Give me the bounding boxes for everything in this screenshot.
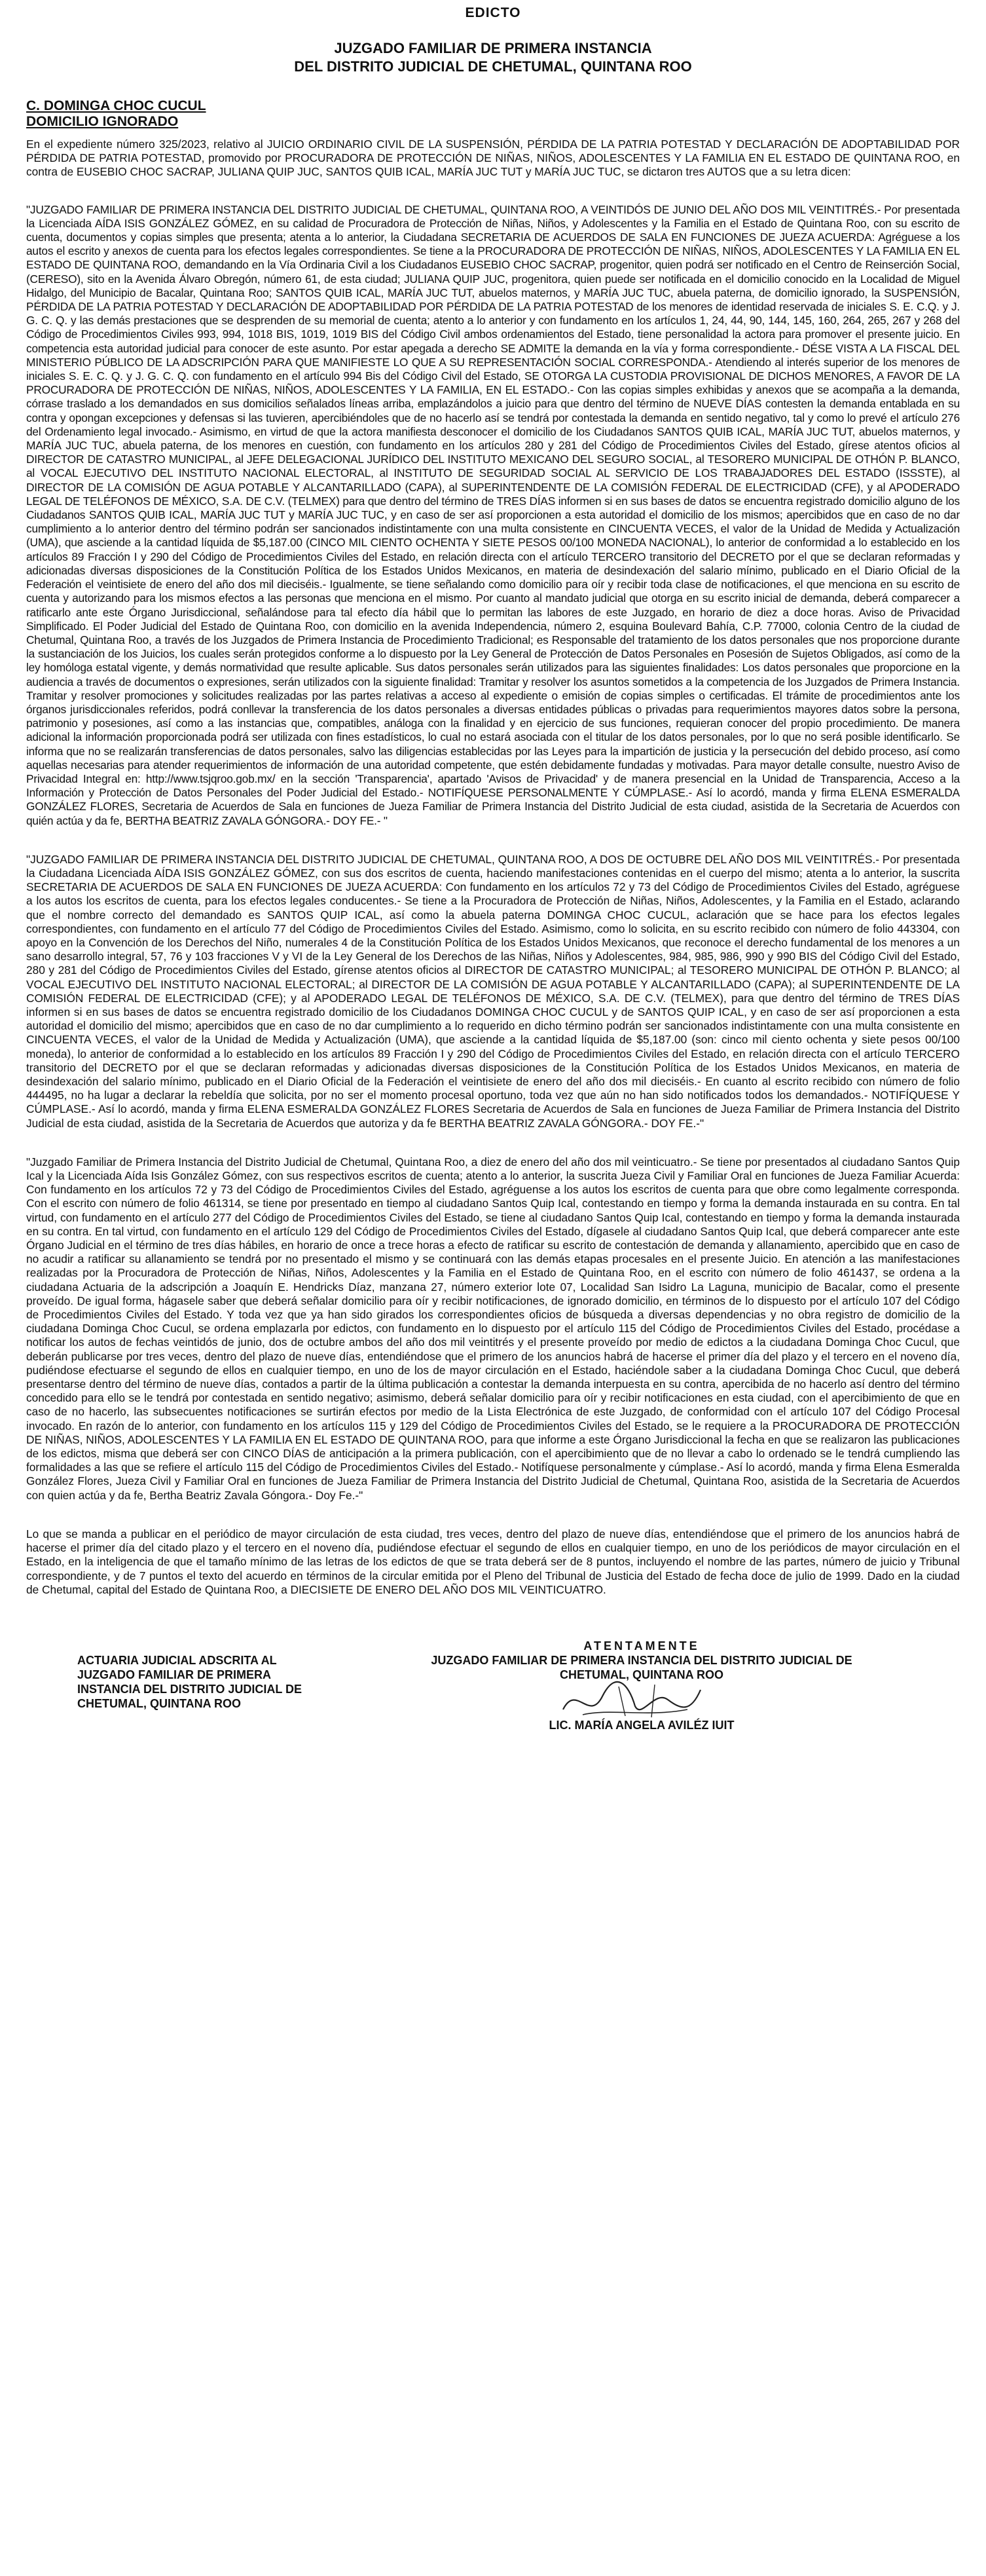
addressee-address: DOMICILIO IGNORADO xyxy=(26,114,179,129)
court-heading-line1: JUZGADO FAMILIAR DE PRIMERA INSTANCIA xyxy=(334,40,652,56)
court-heading xyxy=(26,39,960,76)
order-october-2023: "JUZGADO FAMILIAR DE PRIMERA INSTANCIA DEL DISTRITO JUDICIAL DE CHETUMAL, QUINTANA ROO, A DOS DE OCTUBRE DEL AÑO DOS MIL VEINTITRÉS.- Por presentada la Ciudadana Licenciada AÍDA ISIS GONZÁLEZ GÓMEZ, con sus dos escritos de cuenta, haciendo manifestaciones contenidas en el cuerpo del mismo; atenta a lo anterior, la suscrita SECRETARIA DE ACUERDOS DE SALA EN FUNCIONES DE JUEZA ACUERDA: Con fundamento en los artículos 72 y 73 del Código de Procedimientos Civiles del Estado, agréguese a los autos los escritos de cuenta, para los efectos legales conducentes.- Se tiene a la Procuradora de Protección de Niñas, Niños, Adolescentes, y la Familia en el Estado, aclarando que el nombre correcto del demandado es SANTOS QUIP ICAL, así como la abuela paterna DOMINGA CHOC CUCUL, aclaración que se hace para los efectos legales correspondientes, con fundamento en el artículo 77 del Código de Procedimientos Civiles del Estado. Asimismo, como lo solicita, en su escrito recibido con número de folio 443304, con apoyo en la Convención de los Derechos del Niño, numerales 4 de la Constitución Política de los Estados Unidos Mexicanos, que reconoce el derecho fundamental de los menores a un sano desarrollo integral, 57, 76 y 103 fracciones V y VI de la Ley General de los Derechos de las Niñas, Niños y Adolescentes, 984, 985, 986, 990 y 990 BIS del Código Civil del Estado, 280 y 281 del Código de Procedimientos Civiles del Estado, gírense atentos oficios al DIRECTOR DE CATASTRO MUNICIPAL; al TESORERO MUNICIPAL DE OTHÓN P. BLANCO; al VOCAL EJECUTIVO DEL INSTITUTO NACIONAL ELECTORAL; al DIRECTOR DE LA COMISIÓN DE AGUA POTABLE Y ALCANTARILLADO (CAPA); al SUPERINTENDENTE DE LA COMISIÓN FEDERAL DE ELECTRICIDAD (CFE); y al APODERADO LEGAL DE TELÉFONOS DE MÉXICO, S.A. DE C.V. (TELMEX), para que dentro del término de TRES DÍAS informen si en sus bases de datos se encuentra registrado domicilio de los Ciudadanos DOMINGA CHOC CUCUL y de SANTOS QUIP ICAL, y en caso de ser así proporcionen a esta autoridad el domicilio del mismo; apercibidos que en caso de no dar cumplimiento a lo requerido en dicho término podrán ser sancionados indistintamente con una multa consistente en CINCUENTA VECES, el valor de la Unidad de Medida y Actualización (UMA), que asciende a la cantidad líquida de $5,187.00 (son: cinco mil ciento ochenta y siete pesos 00/100 moneda), lo anterior de conformidad a lo establecido en los artículos 89 Fracción I y 290 del Código de Procedimientos Civiles del Estado, en relación directa con el artículo TERCERO transitorio del DECRETO por el que se declaran reformadas y adicionadas diversas disposiciones de la Constitución Política de los Estados Unidos Mexicanos, en materia de desindexación del salario mínimo, publicado en el Diario Oficial de la Federación el veintisiete de enero del año dos mil dieciséis.- En cuanto al escrito recibido con número de folio 444495, no ha lugar a declarar la rebeldía que solicita, por no ser el momento procesal oportuno, toda vez que aún no han sido notificados todos los demandados.- NOTIFÍQUESE Y CÚMPLASE.- Así lo acordó, manda y firma ELENA ESMERALDA GONZÁLEZ FLORES Secretaria de Acuerdos de Sala en funciones de Jueza Familiar de Primera Instancia del Distrito Judicial de esta ciudad, asistida de la Secretaria de Acuerdos que autoriza y da fe BERTHA BEATRIZ ZAVALA GÓNGORA.- DOY FE.-" xyxy=(26,852,960,1130)
signature-court-line2: CHETUMAL, QUINTANA ROO xyxy=(560,1668,723,1681)
edict-title: EDICTO xyxy=(465,5,521,20)
addressee-block xyxy=(26,98,960,130)
court-heading-line2: DEL DISTRITO JUDICIAL DE CHETUMAL, QUINTANA ROO xyxy=(294,58,692,75)
order-june-2023: "JUZGADO FAMILIAR DE PRIMERA INSTANCIA DEL DISTRITO JUDICIAL DE CHETUMAL, QUINTANA ROO, A VEINTIDÓS DE JUNIO DEL AÑO DOS MIL VEINTITRÉS.- Por presentada la Licenciada AÍDA ISIS GONZÁLEZ GÓMEZ, en su calidad de Procuradora de Protección de Niñas, Niños, y Adolescentes y la Familia en el Estado de Quintana Roo, con su escrito de cuenta, documentos y copias simples que presenta; atenta a lo anterior, la Ciudadana SECRETARIA DE ACUERDOS DE SALA EN FUNCIONES DE JUEZA ACUERDA: Agréguese a los autos el escrito y anexos de cuenta para los efectos legales correspondientes. Se tiene a la PROCURADORA DE PROTECCIÓN DE NIÑAS, NIÑOS, ADOLESCENTES Y LA FAMILIA EN EL ESTADO DE QUINTANA ROO, demandando en la Vía Ordinaria Civil a los Ciudadanos EUSEBIO CHOC SACRAP, progenitor, quien podrá ser notificado en el Centro de Reinserción Social, (CERESO), sito en la Avenida Álvaro Obregón, número 61, de esta ciudad; JULIANA QUIP JUC, progenitora, quien puede ser notificada en el domicilio conocido en la Localidad de Miguel Hidalgo, del Municipio de Bacalar, Quintana Roo; SANTOS QUIB ICAL, MARÍA JUC TUT, abuelos maternos, y MARÍA JUC TUC, abuela paterna, de domicilio ignorado, la SUSPENSIÓN, PÉRDIDA DE LA PATRIA POTESTAD Y DECLARACIÓN DE ADOPTABILIDAD POR PÉRDIDA DE LA PATRIA POTESTAD de los menores de identidad reservada de iniciales S. E. C.Q. y J. G. C. Q. y las demás prestaciones que se desprenden de su memorial de cuenta; atento a lo anterior y con fundamento en los artículos 1, 24, 44, 90, 144, 145, 160, 264, 265, 267 y 268 del Código de Procedimientos Civiles 993, 994, 1018 BIS, 1019, 1019 BIS del Código Civil ambos ordenamientos del Estado, tiene personalidad la actora para promover el presente juicio. En competencia esta autoridad judicial para conocer de este asunto. Por estar apegada a derecho SE ADMITE la demanda en la vía y forma correspondiente.- DÉSE VISTA A LA FISCAL DEL MINISTERIO PÚBLICO DE LA ADSCRIPCIÓN PARA QUE MANIFIESTE LO QUE A SU REPRESENTACIÓN SOCIAL CORRESPONDA.- Atendiendo al interés superior de los menores de iniciales S. E. C. Q. y J. G. C. Q. con fundamento en el artículo 994 Bis del Código Civil del Estado, SE OTORGA LA CUSTODIA PROVISIONAL DE DICHOS MENORES, A FAVOR DE LA PROCURADORA DE PROTECCIÓN DE NIÑAS, NIÑOS, ADOLESCENTES Y LA FAMILIA, EN EL ESTADO.- Con las copias simples exhibidas y anexos que se acompaña a la demanda, córrase traslado a los demandados en sus domicilios señalados líneas arriba, emplazándolos a juicio para que dentro del término de NUEVE DÍAS contesten la demanda entablada en su contra y opongan excepciones y defensas si las tuvieren, apercibiéndoles que de no hacerlo así se tendrá por contestada la demanda en sentido negativo, tal y como lo prevé el artículo 276 del Ordenamiento legal invocado.- Asimismo, en virtud de que la actora manifiesta desconocer el domicilio de los Ciudadanos SANTOS QUIB ICAL, MARÍA JUC TUT, abuelos maternos, y MARÍA JUC TUC, abuela paterna, de los menores en cuestión, con fundamento en los artículos 280 y 281 del Código de Procedimientos Civiles del Estado, gírese atentos oficios al DIRECTOR DE CATASTRO MUNICIPAL, al JEFE DELEGACIONAL JURÍDICO DEL INSTITUTO MEXICANO DEL SEGURO SOCIAL, al TESORERO MUNICIPAL DE OTHÓN P. BLANCO, al VOCAL EJECUTIVO DEL INSTITUTO NACIONAL ELECTORAL, al INSTITUTO DE SEGURIDAD SOCIAL AL SERVICIO DE LOS TRABAJADORES DEL ESTADO (ISSSTE), al DIRECTOR DE LA COMISIÓN DE AGUA POTABLE Y ALCANTARILLADO (CAPA), al SUPERINTENDENTE DE LA COMISIÓN FEDERAL DE ELECTRICIDAD (CFE), y al APODERADO LEGAL DE TELÉFONOS DE MÉXICO, S.A. DE C.V. (TELMEX) para que dentro del término de TRES DÍAS informen si en sus bases de datos se encuentra registrado domicilio alguno de los Ciudadanos SANTOS QUIB ICAL, MARÍA JUC TUT y MARÍA JUC TUC, y en caso de ser así proporcionen a esta autoridad el domicilio de los mismos; apercibidos que en caso de no dar cumplimiento a lo anterior dentro del término podrán ser sancionados indistintamente con una multa consistente en CINCUENTA VECES, el valor de la Unidad de Medida y Actualización (UMA), que asciende a la cantidad líquida de $5,187.00 (CINCO MIL CIENTO OCHENTA Y SIETE PESOS 00/100 MONEDA NACIONAL), lo anterior de conformidad a lo establecido en los artículos 89 Fracción I y 290 del Código de Procedimientos Civiles del Estado, en relación directa con el artículo TERCERO transitorio del DECRETO por el que se declaran reformadas y adicionadas diversas disposiciones de la Constitución Política de los Estados Unidos Mexicanos, en materia de desindexación del salario mínimo, publicado en el Diario Oficial de la Federación el veintisiete de enero del año dos mil dieciséis.- Igualmente, se tiene señalando como domicilio para oír y recibir toda clase de notificaciones, el que menciona en su escrito de cuenta y autorizando para los mismos efectos a las personas que menciona en el mismo. Por cuanto al mandato judicial que otorga en su escrito inicial de demanda, deberá comparecer a ratificarlo ante este Órgano Jurisdiccional, señalándose para tal efecto día hábil que lo permitan las labores de este Juzgado, en horario de diez a doce horas. Aviso de Privacidad Simplificado. El Poder Judicial del Estado de Quintana Roo, con domicilio en la avenida Independencia, número 2, esquina Boulevard Bahía, C.P. 77000, colonia Centro de la ciudad de Chetumal, Quintana Roo, a través de los Juzgados de Primera Instancia de Procedimiento Tradicional; es Responsable del tratamiento de los datos personales que nos proporcione durante la sustanciación de los Juicios, los cuales serán protegidos conforme a lo dispuesto por la Ley General de Protección de Datos Personales en Posesión de Sujetos Obligados, así como de la ley homóloga estatal vigente, y demás normatividad que resulte aplicable. Sus datos personales serán utilizados para las siguientes finalidades: Los datos personales que proporcione en la audiencia a través de documentos o expresiones, serán utilizados con la siguiente finalidad: Tramitar y resolver los asuntos sometidos a la competencia de los Juzgados de Primera Instancia. Tramitar y resolver promociones y solicitudes realizadas por las partes relativas a acceso al expediente o emisión de copias simples o certificadas. El trámite de procedimientos ante los órganos jurisdiccionales referidos, podrá conllevar la transferencia de los datos personales a diversas entidades públicas o privadas para requerimientos mayores datos sobre la persona, patrimonio y posesiones, así como a las instancias que, compatibles, análoga con la finalidad y en ejercicio de sus funciones, requieran conocer del propio procedimiento. De manera adicional la información proporcionada podrá ser utilizada con fines estadísticos, lo cual no estará asociada con el titular de los datos personales, por lo que no será posible identificarlo. Se informa que no se realizarán transferencias de datos personales, salvo las diligencias establecidas por las Leyes para la impartición de justicia y la persecución del debido proceso, así como aquellas necesarias para atender requerimientos de información de una autoridad competente, que estén debidamente fundadas y motivadas. Para mayor detalle consulte, nuestro Aviso de Privacidad Integral en: http://www.tsjqroo.gob.mx/ en la sección 'Transparencia', apartado 'Avisos de Privacidad' y de manera presencial en la Unidad de Transparencia, Acceso a la Información y Protección de Datos Personales del Poder Judicial del Estado.- NOTIFÍQUESE PERSONALMENTE Y CÚMPLASE.- Así lo acordó, manda y firma ELENA ESMERALDA GONZÁLEZ FLORES, Secretaria de Acuerdos de Sala en funciones de Jueza Familiar de Primera Instancia del Distrito Judicial de esta ciudad, asistida de la Secretaria de Acuerdos con quién actúa y da fe, BERTHA BEATRIZ ZAVALA GÓNGORA.- DOY FE.- " xyxy=(26,202,960,827)
publication-instructions: Lo que se manda a publicar en el periódico de mayor circulación de esta ciudad, tres veces, dentro del plazo de nueve días, entendiéndose que el primero de los anuncios habrá de hacerse el primer día del citado plazo y el tercero en el noveno día, pudiéndose efectuar el segundo de ellos en cualquier tiempo, en uno de los periódicos de mayor circulación en el Estado, en la inteligencia de que el tamaño mínimo de las letras de los edictos de que se trata deberá ser de 8 puntos, incluyendo el nombre de las partes, número de juicio y Tribunal correspondiente, y de 7 puntos el texto del acuerdo en términos de la circular emitida por el Pleno del Tribunal de Justicia del Estado de fecha doce de julio de 1999. Dado en la ciudad de Chetumal, capital del Estado de Quintana Roo, a DIECISIETE DE ENERO DEL AÑO DOS MIL VEINTICUATRO. xyxy=(26,1527,960,1596)
intro-paragraph: En el expediente número 325/2023, relativo al JUICIO ORDINARIO CIVIL DE LA SUSPENSIÓN, PÉRDIDA DE LA PATRIA POTESTAD Y DECLARACIÓN DE ADOPTABILIDAD POR PÉRDIDA DE PATRIA POTESTAD, promovido por PROCURADORA DE PROTECCIÓN DE NIÑAS, NIÑOS, ADOLESCENTES Y LA FAMILIA EN EL ESTADO DE QUINTANA ROO, en contra de EUSEBIO CHOC SACRAP, JULIANA QUIP JUC, SANTOS QUIB ICAL, MARÍA JUC TUT y MARÍA JUC TUC, se dictaron tres AUTOS que a su letra dicen: xyxy=(26,138,960,179)
handwritten-signature xyxy=(557,1677,707,1723)
addressee-name: C. DOMINGA CHOC CUCUL xyxy=(26,98,206,113)
order-january-2024: "Juzgado Familiar de Primera Instancia del Distrito Judicial de Chetumal, Quintana Roo, a diez de enero del año dos mil veinticuatro.- Se tiene por presentados al ciudadano Santos Quip Ical y la Licenciada Aída Isis González Gómez, con sus respectivos escritos de cuenta; atento a lo anterior, la suscrita Jueza Civil y Familiar Oral en funciones de Jueza Familiar Acuerda: Con fundamento en los artículos 72 y 73 del Código de Procedimientos Civiles del Estado, agréguense a los autos los escritos de cuenta para que obre como legalmente corresponda. Con el escrito con número de folio 461314, se tiene por presentado en tiempo al ciudadano Santos Quip Ical, contestando en tiempo y forma la demanda instaurada en su contra. En tal virtud, con fundamento en el artículo 277 del Código de Procedimientos Civiles del Estado, se tiene al ciudadano Santos Quip Ical, contestando en tiempo y forma la demanda instaurada en su contra. En tal virtud, con fundamento en el artículo 129 del Código de Procedimientos Civiles del Estado, dígasele al ciudadano Santos Quip Ical, que deberá comparecer ante este Órgano Judicial en el término de tres días hábiles, en horario de once a trece horas a efecto de ratificar su escrito de contestación de demanda y allanamiento, apercibido que en caso de no acudir a ratificar su allanamiento se tendrá por no presentado el mismo y se continuará con las demás etapas procesales en el presente Juicio. En atención a las manifestaciones realizadas por la Procuradora de Protección de Niñas, Niños, Adolescentes y la Familia en el Estado de Quintana Roo, en el escrito con número de folio 461437, se ordena a la ciudadana Actuaria de la adscripción a Joaquín E. Hendricks Díaz, manzana 27, número exterior lote 07, Localidad San Isidro La Laguna, municipio de Bacalar, como el presente proveído. De igual forma, hágasele saber que deberá señalar domicilio para oír y recibir notificaciones, de ignorado domicilio, en términos de lo dispuesto por el artículo 107 del Código de Procedimientos Civiles del Estado. Y toda vez que ya han sido girados los correspondientes oficios de búsqueda a diversas dependencias y no obra registro de domicilio de la ciudadana Dominga Choc Cucul, se ordena emplazarla por edictos, con fundamento en lo dispuesto por el artículo 115 del Código de Procedimientos Civiles del Estado, procédase a notificar los autos de fechas veintidós de junio, dos de octubre ambos del año dos mil veintitrés y el presente proveído por medio de edictos a la ciudadana Dominga Choc Cucul, que deberán publicarse por tres veces, dentro del plazo de nueve días, entendiéndose que el primero de los anuncios habrá de hacerse el primer día del plazo y el tercero en el noveno día, pudiéndose efectuarse el segundo de ellos en cualquier tiempo, en uno de los de mayor circulación en el Estado, haciéndole saber a la ciudadana Dominga Choc Cucul, que deberá presentarse dentro del término de nueve días, contados a partir de la última publicación a contestar la demanda interpuesta en su contra, apercibida de no hacerlo así dentro del término concedido para ello se le tendrá por contestada en sentido negativo; asimismo, deberá señalar domicilio para oír y recibir notificaciones en esta ciudad, con el apercibimiento de que en caso de no hacerlo, las subsecuentes notificaciones se surtirán efectos por medio de la Lista Electrónica de este Juzgado, de conformidad con el artículo 107 del Código Procesal invocado. En razón de lo anterior, con fundamento en los artículos 115 y 129 del Código de Procedimientos Civiles del Estado, se le requiere a la PROCURADORA DE PROTECCIÓN DE NIÑAS, NIÑOS, ADOLESCENTES Y LA FAMILIA EN EL ESTADO DE QUINTANA ROO, para que informe a este Órgano Jurisdiccional la fecha en que se realizaron las publicaciones de los edictos, misma que deberá ser con CINCO DÍAS de anticipación a la primera publicación, con el apercibimiento que de no llevar a cabo lo ordenado se le tendrá cumpliendo las formalidades a las que se refiere el artículo 115 del Código de Procedimientos Civiles del Estado.- Notifíquese personalmente y cúmplase.- Así lo acordó, manda y firma Elena Esmeralda González Flores, Jueza Civil y Familiar Oral en funciones de Jueza Familiar de Primera Instancia del Distrito Judicial de Chetumal, Quintana Roo, asistida de la Secretaria de Acuerdos con quien actúa y da fe, Bertha Beatriz Zavala Góngora.- Doy Fe.-" xyxy=(26,1155,960,1502)
signature-signer-name: LIC. MARÍA ANGELA AVILÉZ IUIT xyxy=(549,1718,735,1732)
signature-court-line1: JUZGADO FAMILIAR DE PRIMERA INSTANCIA DEL DISTRITO JUDICIAL DE xyxy=(431,1653,852,1667)
signature-actuary-title: ACTUARIA JUDICIAL ADSCRITA AL JUZGADO FAMILIAR DE PRIMERA INSTANCIA DEL DISTRITO JUDICIAL DE CHETUMAL, QUINTANA ROO xyxy=(77,1653,302,1710)
signature-court xyxy=(393,1639,890,1682)
signature-block xyxy=(26,1639,960,1737)
signature-closing: ATENTAMENTE xyxy=(583,1639,700,1652)
